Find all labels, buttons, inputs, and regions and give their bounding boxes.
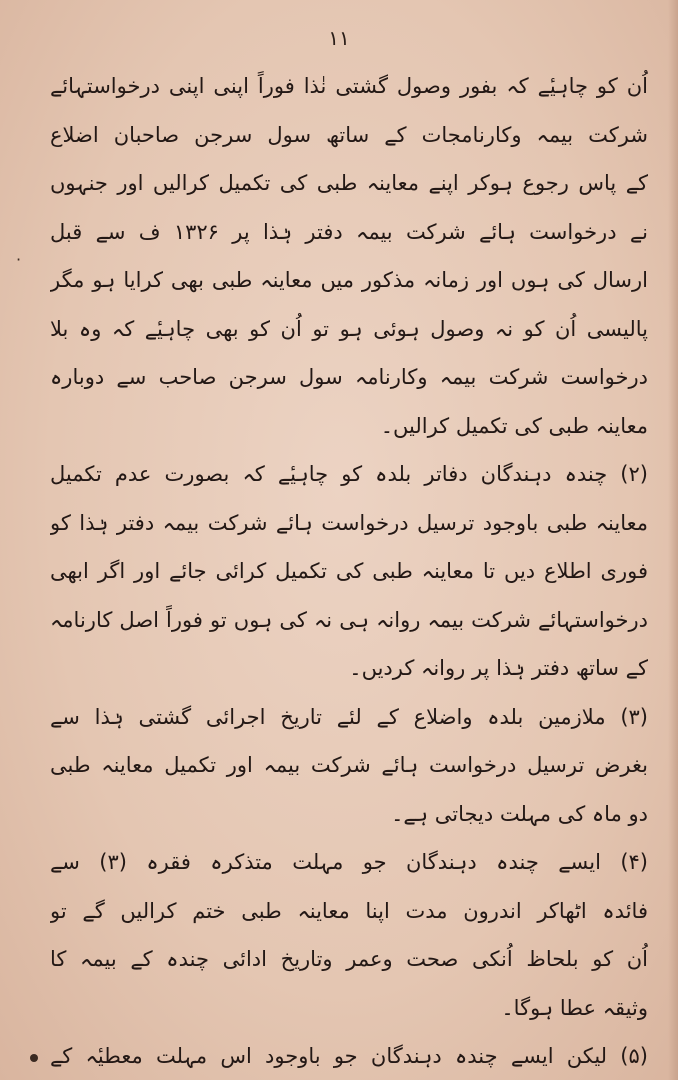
urdu-text-body xyxy=(50,62,648,1080)
text-line: اُن کو بلحاظ اُنکی صحت وعمر وتاریخ ادائی چندہ کے بیمہ کا xyxy=(50,947,648,971)
text-line: نے درخواست ہائے شرکت بیمہ دفتر ہٰذا پر ۱۳۲۶ ف سے قبل xyxy=(50,219,648,244)
text-line: اُن کو چاہیٔے کہ بفور وصول گشتی نٰذا فوراً اپنی اپنی درخواستہائے xyxy=(50,74,648,98)
text-line: پالیسی اُن کو نہ وصول ہوئی ہو تو اُن کو بھی چاہیٔے کہ وہ بلا xyxy=(50,316,648,341)
text-line: فوری اطلاع دیں تا معاینہ طبی کی تکمیل کرائی جائے اور اگر ابھی xyxy=(50,559,648,583)
text-line: (۲) چندہ دہندگان دفاتر بلدہ کو چاہیٔے کہ بصورت عدم تکمیل xyxy=(50,462,648,486)
text-line: درخواست شرکت بیمہ وکارنامہ سول سرجن صاحب سے دوبارہ xyxy=(50,365,648,389)
text-line: کے ساتھ دفتر ہٰذا پر روانہ کردیں۔ xyxy=(349,656,648,680)
margin-ink-mark: · xyxy=(16,250,22,269)
bottom-ink-dot xyxy=(30,1054,38,1062)
text-line: (۴) ایسے چندہ دہندگان جو مہلت متذکرہ فقرہ (۳) سے xyxy=(50,850,648,874)
text-line: دو ماہ کی مہلت دیجاتی ہے۔ xyxy=(391,801,648,826)
text-line: بغرض ترسیل درخواست ہائے شرکت بیمہ اور تکمیل معاینہ طبی xyxy=(50,753,648,777)
text-line: (۵) لیکن ایسے چندہ دہندگان جو باوجود اس مہلت معطیٔہ کے xyxy=(50,1044,648,1068)
text-line: ارسال کی ہوں اور زمانہ مذکور میں معاینہ طبی بھی کرایا ہو مگر xyxy=(50,268,648,292)
page-edge-shadow xyxy=(668,0,678,1080)
text-line: معاینہ طبی کی تکمیل کرالیں۔ xyxy=(380,413,648,438)
text-line: وثیقہ عطا ہوگا۔ xyxy=(501,995,648,1020)
text-line: فائدہ اٹھاکر اندرون مدت اپنا معاینہ طبی ختم کرالیں گے تو xyxy=(50,898,648,923)
text-line: درخواستہائے شرکت بیمہ روانہ ہی نہ کی ہوں تو فوراً اصل کارنامہ xyxy=(50,607,648,632)
page-number: ۱۱ xyxy=(328,26,350,50)
text-line: کے پاس رجوع ہوکر اپنے معاینہ طبی کی تکمیل کرالیں اور جنہوں xyxy=(50,171,648,195)
text-line: شرکت بیمہ وکارنامجات کے ساتھ سول سرجن صاحبان اضلاع xyxy=(50,122,648,147)
text-line: معاینہ طبی باوجود ترسیل درخواست ہائے شرکت بیمہ دفتر ہٰذا کو xyxy=(50,510,648,535)
text-line: (۳) ملازمین بلدہ واضلاع کے لئے تاریخ اجرائی گشتی ہٰذا سے xyxy=(50,704,648,729)
